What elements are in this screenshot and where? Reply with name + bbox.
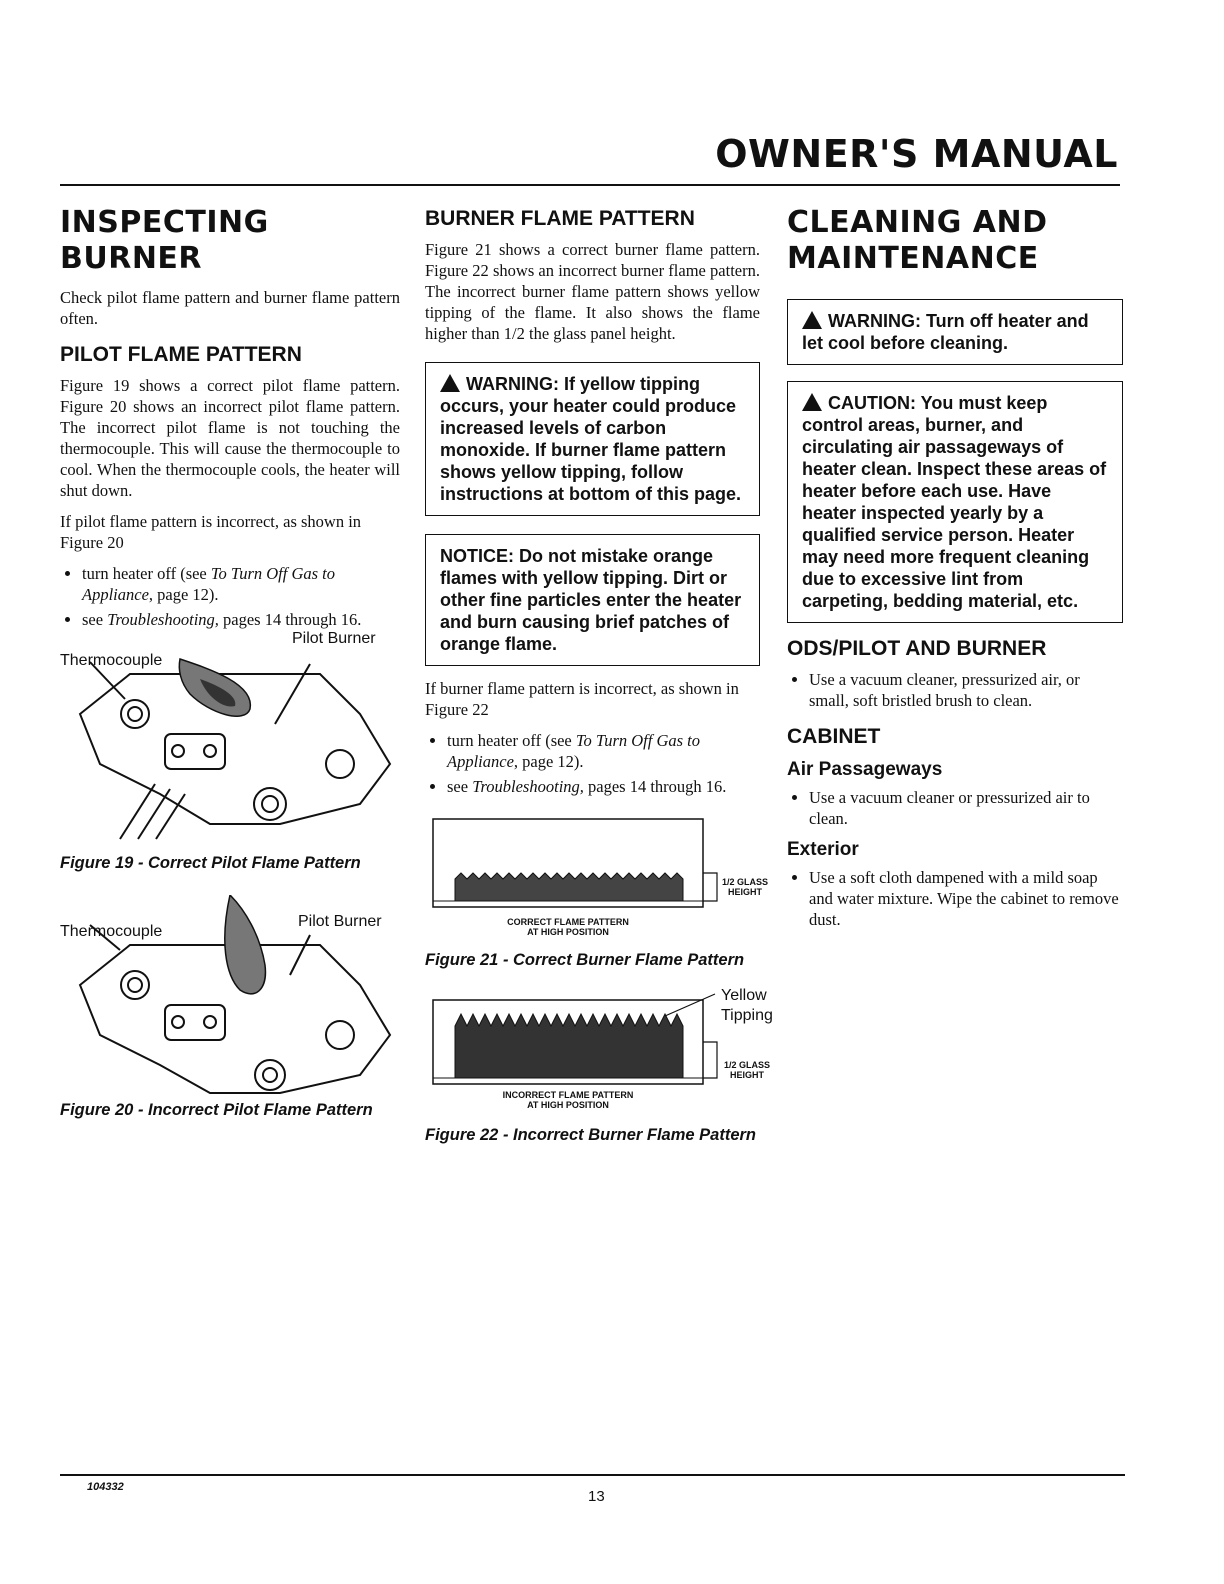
list-item: • turn heater off (see To Turn Off Gas to Appliance, page 12). — [82, 563, 400, 605]
figure-22-subtitle-line-2: AT HIGH POSITION — [527, 1100, 609, 1110]
page-header-title: OWNER'S MANUAL — [715, 132, 1118, 176]
figure-20-caption: Figure 20 - Incorrect Pilot Flame Pattern — [60, 1101, 373, 1119]
list-item: • see Troubleshooting, pages 14 through 16. — [447, 776, 760, 797]
ods-bullet-list — [787, 669, 1123, 711]
column-cleaning-maintenance — [787, 205, 1123, 938]
correct-burner-flame-illustration — [425, 817, 785, 917]
figure-22-yellow-tipping-label: Yellow Tipping — [721, 987, 773, 1024]
footer-document-code: 104332 — [87, 1481, 124, 1493]
pilot-flame-heading: PILOT FLAME PATTERN — [60, 343, 302, 366]
figure-22-caption: Figure 22 - Incorrect Burner Flame Pattern — [425, 1126, 757, 1144]
list-item: • see Troubleshooting, pages 14 through 16. — [82, 609, 400, 630]
figure-20 — [60, 895, 400, 1095]
section-title-cleaning-maintenance: CLEANING AND MAINTENANCE — [787, 205, 1048, 276]
pilot-burner-illustration — [60, 654, 400, 844]
ods-pilot-heading: ODS/PILOT AND BURNER — [787, 637, 1047, 660]
warning-triangle-icon — [440, 374, 460, 392]
figure-19-label-pilot-burner: Pilot Burner — [292, 630, 376, 647]
warning-triangle-icon — [802, 311, 822, 329]
figure-22-glass-height-label: 1/2 GLASS HEIGHT — [723, 1060, 770, 1080]
list-item: • turn heater off (see To Turn Off Gas to Appliance, page 12). — [447, 730, 760, 772]
figure-21-caption: Figure 21 - Correct Burner Flame Pattern — [425, 951, 745, 969]
pilot-bullet-list — [60, 563, 400, 630]
burner-flame-heading: BURNER FLAME PATTERN — [425, 207, 695, 230]
figure-22-subtitle-line-1: INCORRECT FLAME PATTERN — [502, 1090, 634, 1100]
burner-paragraph-1: Figure 21 shows a correct burner flame pattern. Figure 22 shows an incorrect burner flame pattern. The incorrect burner flame pattern shows yellow tipping of the flame. It also shows the flame higher than 1/2 the glass panel height. — [425, 240, 760, 343]
figure-21-subtitle-line-2: AT HIGH POSITION — [527, 927, 609, 937]
intro-text: Check pilot flame pattern and burner flame pattern often. — [60, 288, 400, 328]
figure-20-label-thermocouple: Thermocouple — [60, 923, 163, 940]
air-bullet-list — [787, 787, 1123, 829]
list-item: • Use a soft cloth dampened with a mild soap and water mixture. Wipe the cabinet to remove dust. — [809, 867, 1123, 930]
air-passageways-heading: Air Passageways — [787, 759, 943, 780]
notice-box-orange-flames: NOTICE: Do not mistake orange flames with yellow tipping. Dirt or other fine particles enter the heater and burn causing brief patches of orange flame. — [425, 534, 760, 666]
cabinet-heading: CABINET — [787, 725, 881, 748]
exterior-bullet-list — [787, 867, 1123, 930]
exterior-heading: Exterior — [787, 839, 859, 860]
list-item: • Use a vacuum cleaner or pressurized air to clean. — [809, 787, 1123, 829]
pilot-paragraph-2: If pilot flame pattern is incorrect, as shown in Figure 20 — [60, 512, 362, 552]
page-number: 13 — [588, 1488, 605, 1505]
figure-19-caption: Figure 19 - Correct Pilot Flame Pattern — [60, 854, 361, 872]
warning-triangle-icon — [802, 393, 822, 411]
caution-box-keep-clean: CAUTION: You must keep control areas, burner, and circulating air passageways of heater clean. Inspect these areas of heater before each use. Have heater inspected yearly by a qualified service person. Heater may need more frequent cleaning due to excessive lint from carpeting, bedding material, etc. — [787, 381, 1123, 623]
warning-box-yellow-tipping: WARNING: If yellow tipping occurs, your heater could produce increased levels of carbon monoxide. If burner flame pattern shows yellow tipping, follow instructions at bottom of this page. — [425, 362, 760, 516]
burner-bullet-list — [425, 730, 760, 797]
section-title-inspecting-burner: INSPECTING BURNER — [60, 205, 269, 276]
list-item: • Use a vacuum cleaner, pressurized air, or small, soft bristled brush to clean. — [809, 669, 1123, 711]
burner-paragraph-2: If burner flame pattern is incorrect, as shown in Figure 22 — [425, 679, 739, 719]
figure-21-subtitle-line-1: CORRECT FLAME PATTERN — [507, 917, 629, 927]
warning-box-turn-off: WARNING: Turn off heater and let cool before cleaning. — [787, 299, 1123, 365]
figure-19 — [60, 630, 400, 844]
footer-rule — [60, 1474, 1125, 1476]
figure-21 — [425, 817, 768, 917]
figure-22 — [425, 986, 773, 1090]
header-rule — [60, 184, 1120, 186]
figure-19-label-thermocouple: Thermocouple — [60, 652, 163, 669]
column-inspecting-burner — [60, 205, 400, 1120]
figure-21-glass-height-label: 1/2 GLASS HEIGHT — [721, 877, 768, 897]
column-burner-flame-pattern — [425, 205, 773, 1145]
figure-20-label-pilot-burner: Pilot Burner — [298, 913, 382, 930]
pilot-paragraph-1: Figure 19 shows a correct pilot flame pattern. Figure 20 shows an incorrect pilot flame pattern. The incorrect pilot flame is not touching the thermocouple. This will cause the thermocouple to cool. When the thermocouple cools, the heater will shut down. — [60, 376, 400, 500]
